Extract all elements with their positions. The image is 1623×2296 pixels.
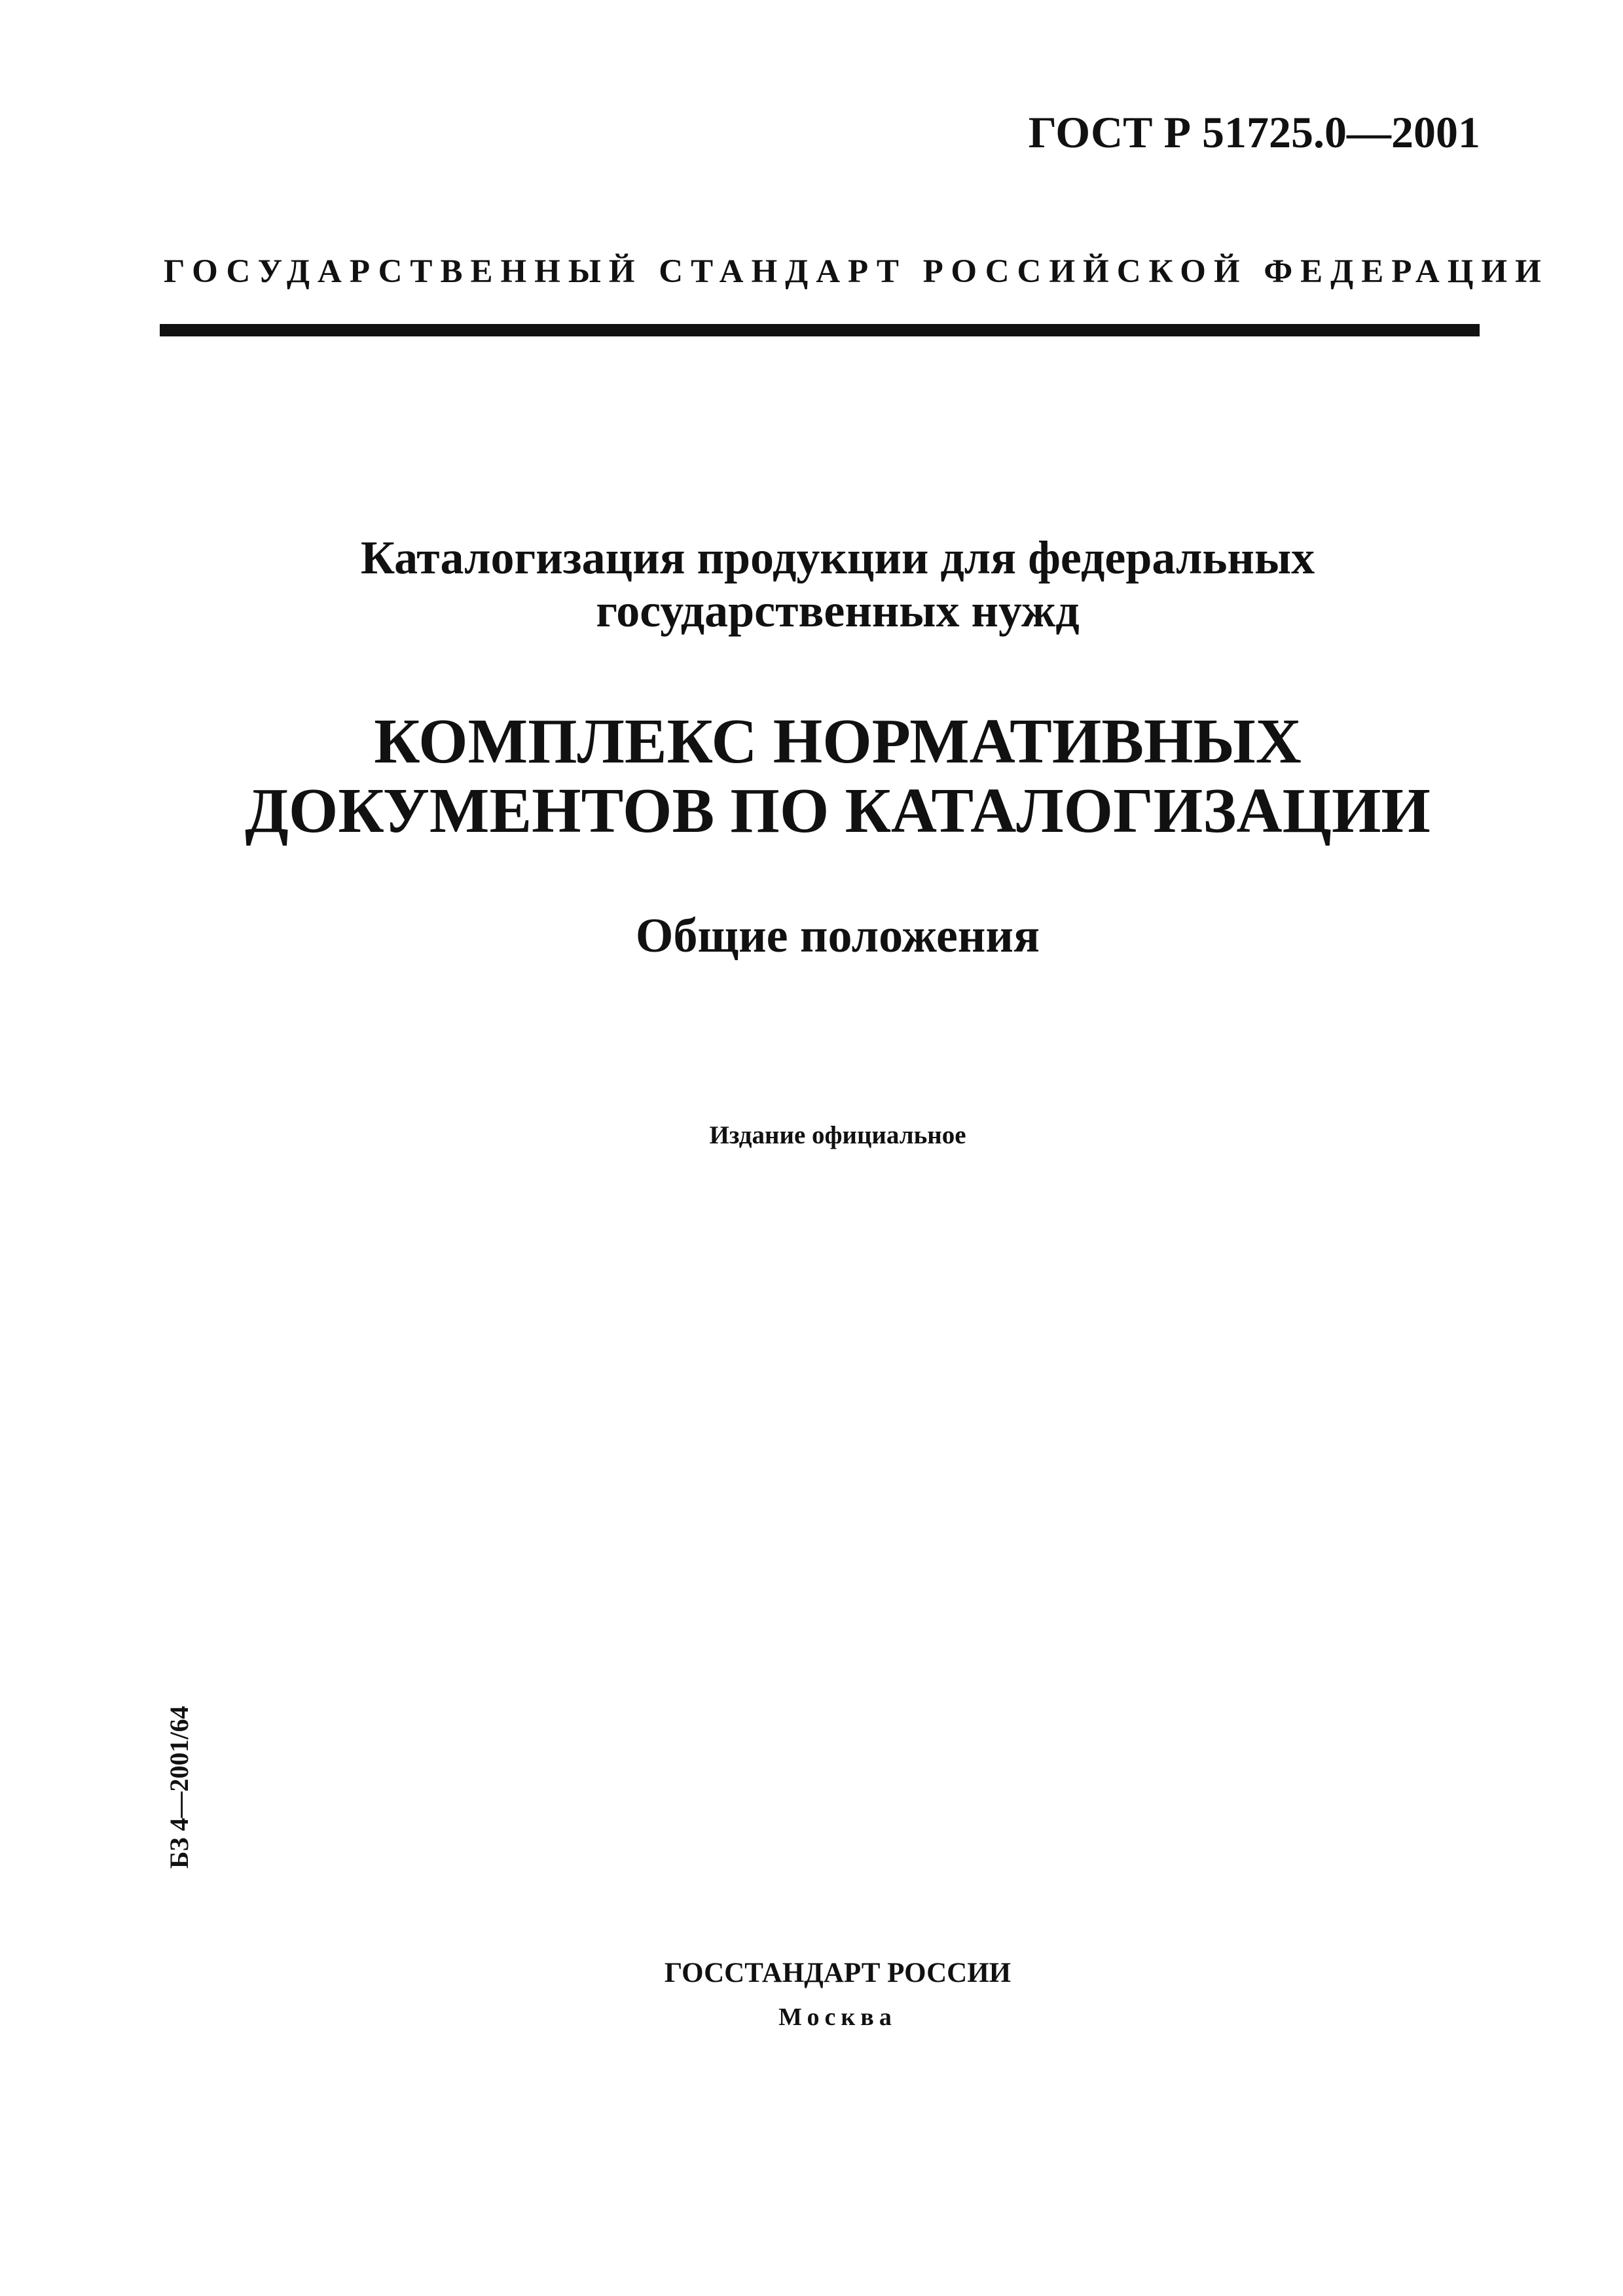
publication-city: Москва xyxy=(778,2003,897,2031)
publisher: ГОССТАНДАРТ РОССИИ xyxy=(664,1958,1012,1988)
main-title-line-1: КОМПЛЕКС НОРМАТИВНЫХ xyxy=(374,706,1302,776)
header-divider-rule xyxy=(160,324,1480,336)
vertical-catalog-code: БЗ 4—2001/64 xyxy=(164,1706,194,1869)
subject-title-line-1: Каталогизация продукции для федеральных xyxy=(360,531,1315,584)
subject-title xyxy=(210,531,1466,638)
subtitle: Общие положения xyxy=(635,909,1040,963)
standard-number: ГОСТ Р 51725.0—2001 xyxy=(1028,107,1480,157)
main-title-line-2: ДОКУМЕНТОВ ПО КАТАЛОГИЗАЦИИ xyxy=(245,775,1431,846)
edition-label: Издание официальное xyxy=(709,1121,966,1149)
main-title xyxy=(210,707,1466,845)
subject-title-line-2: государственных нужд xyxy=(596,584,1080,637)
standard-header: ГОСУДАРСТВЕННЫЙ СТАНДАРТ РОССИЙСКОЙ ФЕДЕРАЦИИ xyxy=(164,253,1549,290)
